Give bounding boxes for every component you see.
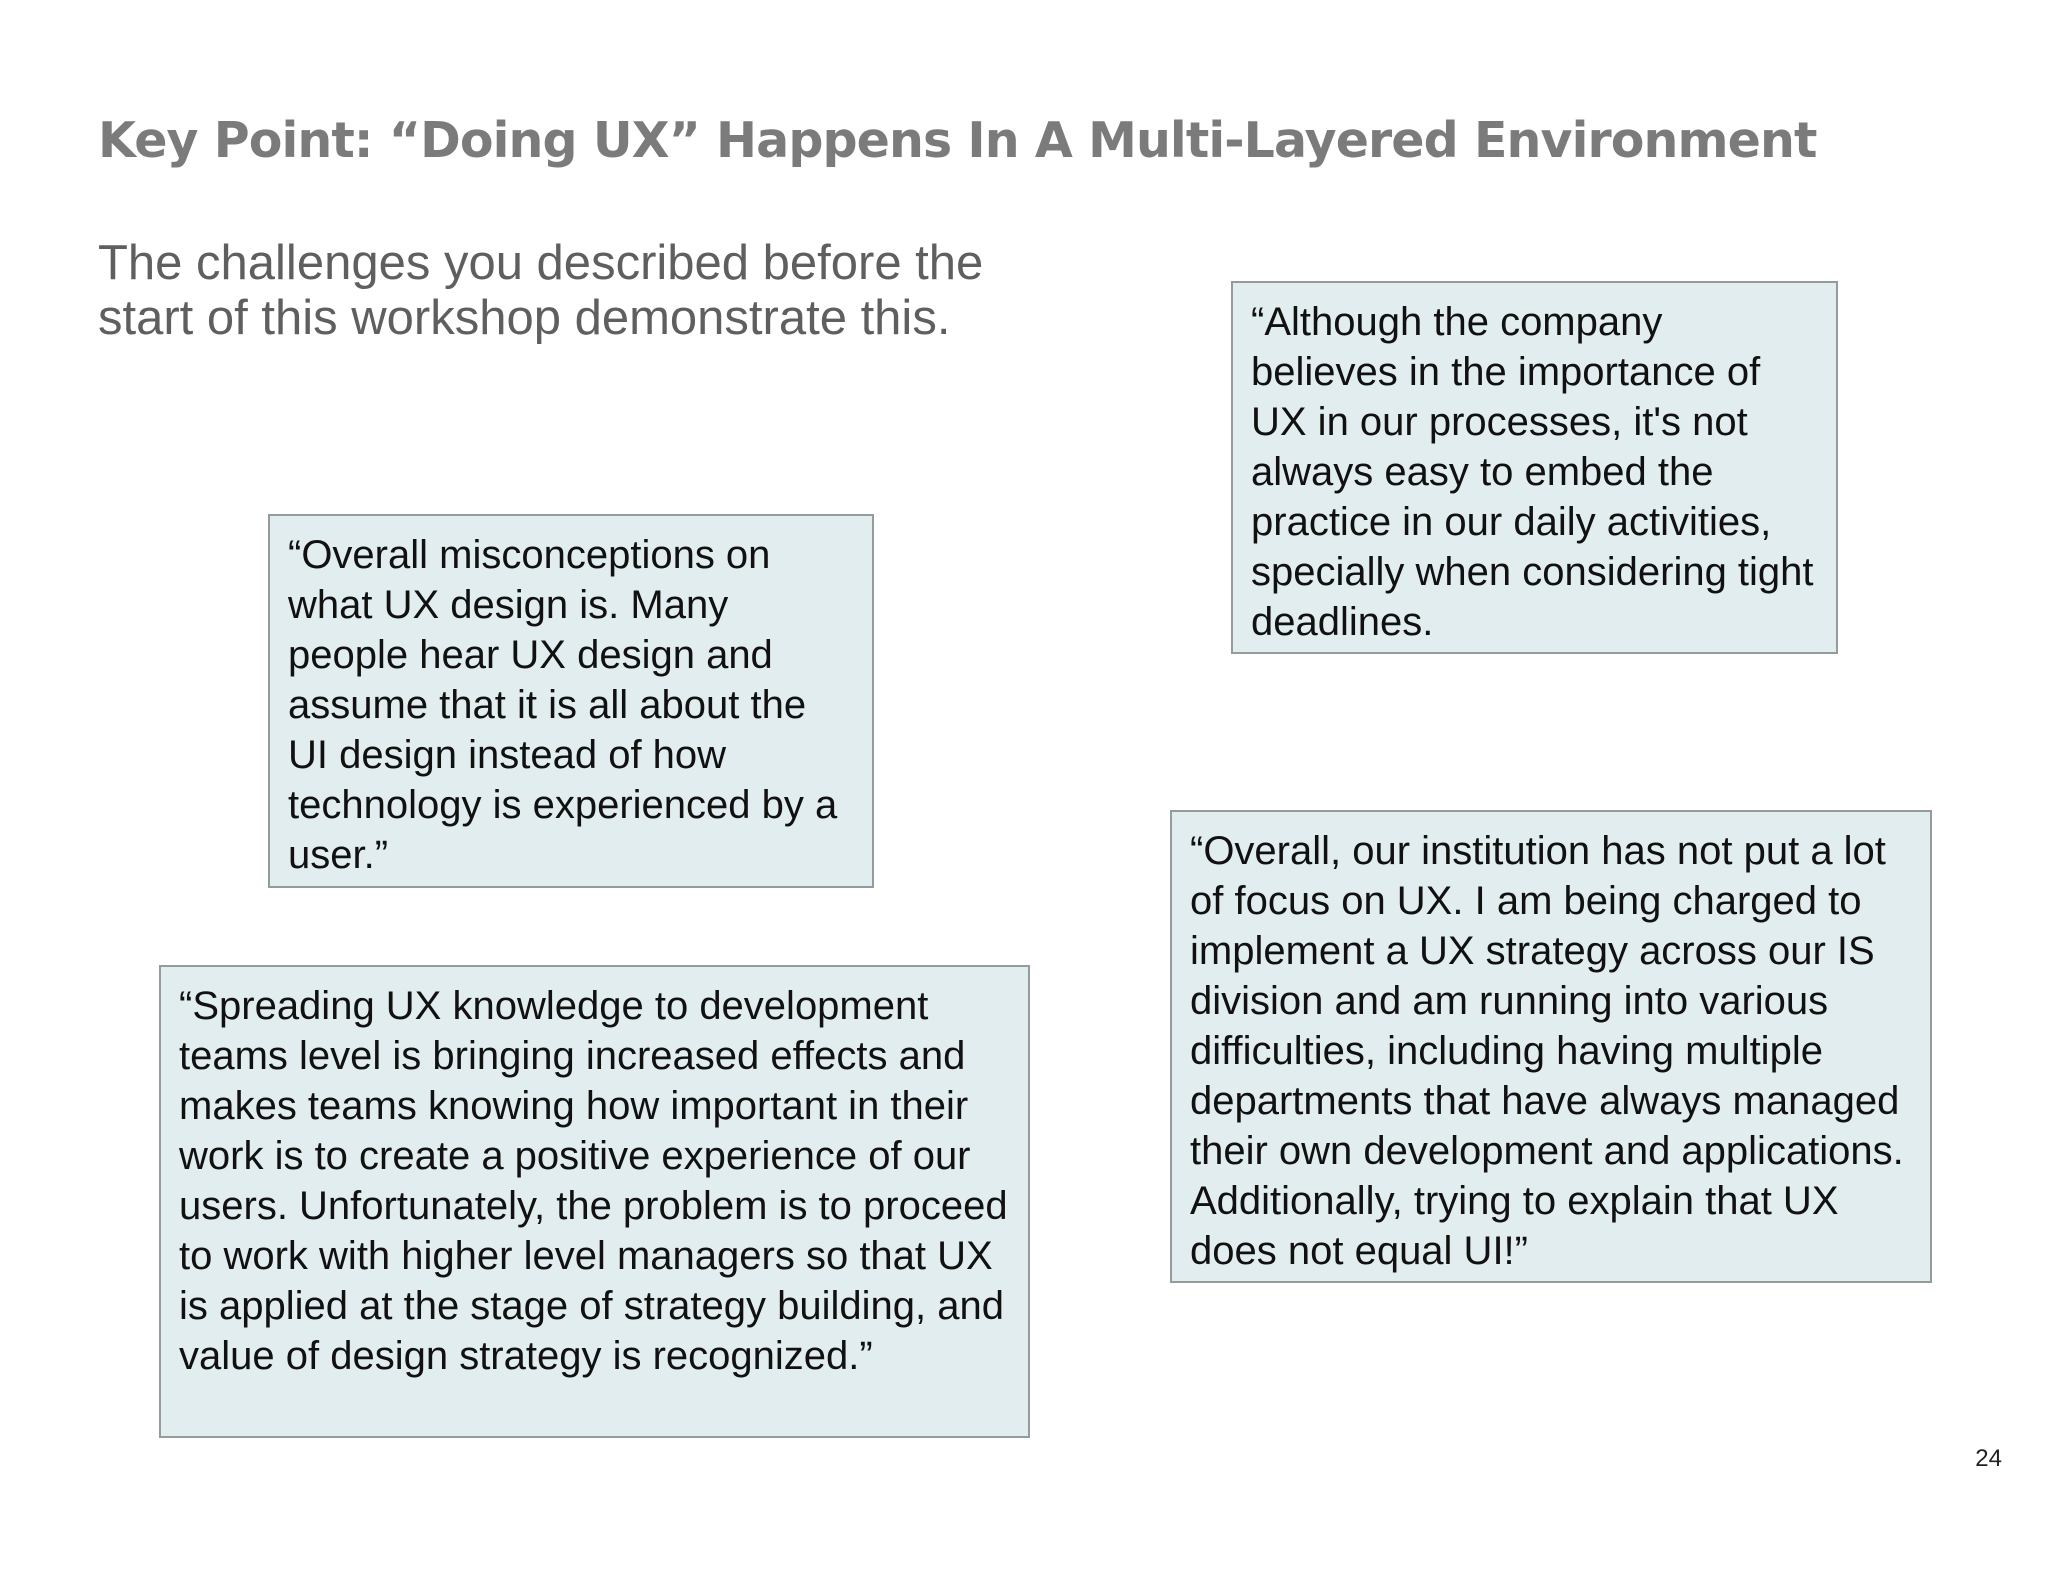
quote-misconceptions: “Overall misconceptions on what UX design is. Many people hear UX design and assume that it is all about the UI design instead of how technology is experienced by a user.” — [268, 514, 874, 888]
page-number: 24 — [1975, 1445, 2002, 1472]
quote-embedding-practice: “Although the company believes in the importance of UX in our processes, it's not always easy to embed the practice in our daily activities, specially when considering tight deadlines. — [1231, 281, 1838, 654]
quote-spreading-knowledge: “Spreading UX knowledge to development teams level is bringing increased effects and makes teams knowing how important in their work is to create a positive experience of our users. Unfortunately, the problem is to proceed to work with higher level managers so that UX is applied at the stage of strategy building, and value of design strategy is recognized.” — [159, 965, 1030, 1438]
quote-institution-focus: “Overall, our institution has not put a lot of focus on UX. I am being charged to implement a UX strategy across our IS division and am running into various difficulties, including having multiple departments that have always managed their own development and applications. Additionally, trying to explain that UX does not equal UI!” — [1170, 810, 1932, 1283]
slide-title: Key Point: “Doing UX” Happens In A Multi-Layered Environment — [98, 112, 1817, 169]
intro-text: The challenges you described before the start of this workshop demonstrate this. — [98, 236, 984, 345]
